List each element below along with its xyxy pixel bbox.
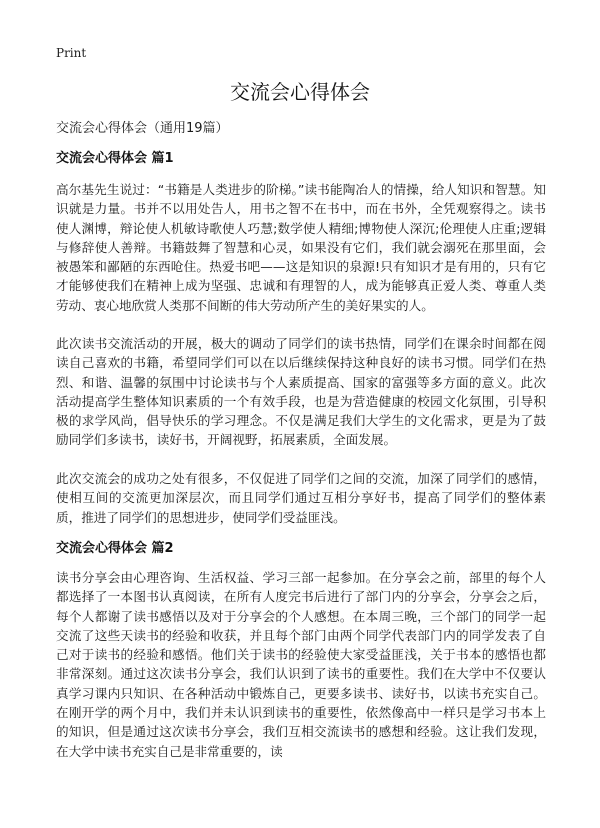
paragraph: 高尔基先生说过：“书籍是人类进步的阶梯。”读书能陶冶人的情操，给人知识和智慧。知识就是力量。书并不以用处告人，用书之智不在书中，而在书外，全凭观察得之。读书使人渊博，辩论使人机敏诗歌使人巧慧;数学使人精细;博物使人深沉;伦理使人庄重;逻辑与修辞使人善辩。书籍鼓舞了智慧和心灵，如果没有它们，我们就会溺死在那里面，会被愚笨和鄙陋的东西呛住。热爱书吧——这是知识的泉源!只有知识才是有用的，只有它才能够使我们在精神上成为坚强、忠诚和有理智的人，成为能够真正爱人类、尊重人类劳动、衷心地欣赏人类那不间断的伟大劳动所产生的美好果实的人。: [56, 182, 546, 313]
paragraph: 此次交流会的成功之处有很多，不仅促进了同学们之间的交流，加深了同学们的感情，使相互间的交流更加深层次，而且同学们通过互相分享好书，提高了同学们的整体素质，推进了同学们的思想进步，使同学们受益匪浅。: [56, 471, 546, 525]
section-heading-2: 交流会心得体会 篇2: [56, 541, 174, 556]
document-subtitle: 交流会心得体会（通用19篇）: [56, 121, 229, 136]
paragraph: 读书分享会由心理咨询、生活权益、学习三部一起参加。在分享会之前，部里的每个人都选择了一本图书认真阅读，在所有人度完书后进行了部门内的分享会，分享会之后，每个人都谢了读书感悟以及对于分享会的个人感想。在本周三晚，三个部门的同学一起交流了这些天读书的经验和收获，并且每个部门由两个同学代表部门内的同学发表了自己对于读书的经验和感悟。他们关于读书的经验使大家受益匪浅，关于书本的感悟也都非常深刻。通过这次读书分享会，我们认识到了读书的重要性。我们在大学中不仅要认真学习课内只知识、在各种活动中锻炼自己，更要多读书、读好书，以读书充实自己。在刚开学的两个月中，我们并未认识到读书的重要性，依然像高中一样只是学习书本上的知识，但是通过这次读书分享会，我们互相交流读书的感想和经验。这让我们发现，在大学中读书充实自己是非常重要的，读: [56, 570, 546, 759]
print-link[interactable]: Print: [56, 46, 87, 60]
section-heading-1: 交流会心得体会 篇1: [56, 151, 174, 166]
page-title: 交流会心得体会: [230, 80, 370, 104]
paragraph: 此次读书交流活动的开展，极大的调动了同学们的读书热情，同学们在课余时间都在阅读自己喜欢的书籍，希望同学们可以在以后继续保持这种良好的读书习惯。同学们在热烈、和谐、温馨的氛围中讨论读书与个人素质提高、国家的富强等多方面的意义。此次活动提高学生整体知识素质的一个有效手段，也是为营造健康的校园文化氛围，引导积极的求学风尚，倡导快乐的学习理念。不仅是满足我们大学生的文化需求，更是为了鼓励同学们多读书，读好书，开阔视野，拓展素质，全面发展。: [56, 336, 546, 448]
